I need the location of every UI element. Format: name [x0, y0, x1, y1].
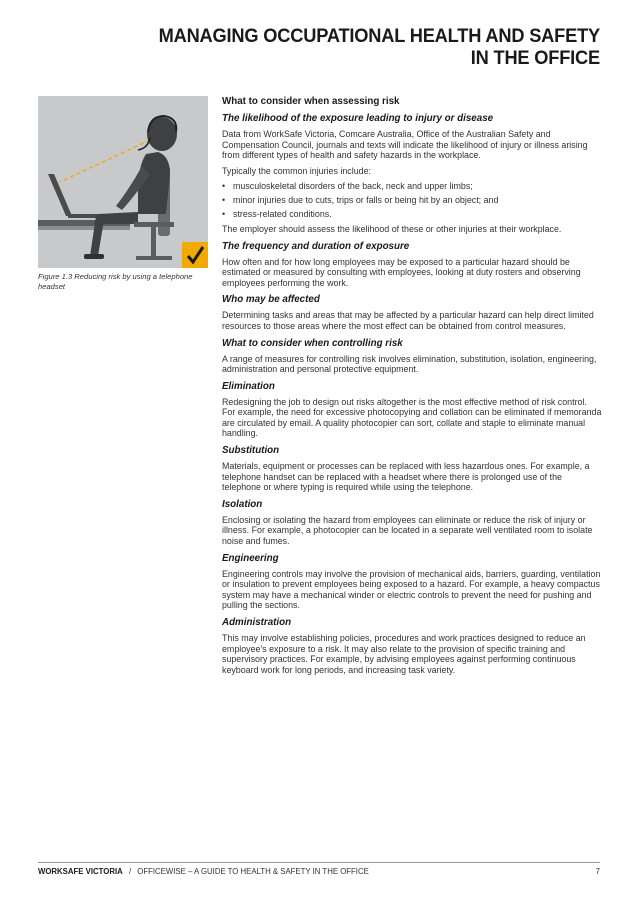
section-frequency: [222, 241, 602, 289]
subheading-engineering: Engineering: [222, 552, 279, 564]
section-controlling: [222, 338, 602, 375]
section-heading-assessing-risk: What to consider when assessing risk: [222, 96, 400, 107]
section-affected: [222, 294, 602, 331]
list-item: • minor injuries due to cuts, trips or falls or being hit by an object; and: [222, 195, 602, 206]
footer-divider: [38, 862, 600, 863]
subheading-administration: Administration: [222, 617, 292, 628]
section-isolation: [222, 499, 602, 547]
subheading-isolation: Isolation: [222, 498, 263, 510]
section-elimination: [222, 381, 602, 439]
page-footer: [38, 867, 600, 877]
page-title-line-1: MANAGING OCCUPATIONAL HEALTH AND SAFETY: [158, 26, 600, 47]
paragraph: This may involve establishing policies, procedures and work practices designed to reduce an employee's exposure to a risk. It may also relate to the provision of specific training and supervisory practices. For example, by advising employees against performing continuous keyboard work for long periods, and increasing task variety.: [222, 633, 586, 675]
paragraph: Materials, equipment or processes can be replaced with less hazardous ones. For example, a telephone handset can be replaced with a headset where there is prolonged use of the telephone or where typing is required while using the telephone.: [222, 461, 590, 493]
paragraph: Redesigning the job to design out risks altogether is the most effective method of risk control. For example, the need for excessive photocopying and collation can be eliminated if memoranda are circulated by email. A quality photocopier can sort, collate and staple to eliminate manual handling.: [222, 396, 602, 439]
paragraph: Determining tasks and areas that may be affected by a particular hazard can help direct limited resources to those areas where the most effect can be obtained from control measures.: [222, 310, 594, 331]
list-item: • stress-related conditions.: [222, 209, 602, 220]
footer-separator: /: [128, 867, 132, 876]
section-substitution: [222, 445, 602, 493]
page-title: [101, 26, 600, 70]
paragraph: Data from WorkSafe Victoria, Comcare Australia, Office of the Australian Safety and Compensation Council, journals and texts will indicate the likelihood of injury or illness arising from different types of health and safety hazards in the workplace.: [222, 129, 588, 161]
paragraph: Engineering controls may involve the provision of mechanical aids, barriers, guarding, ventilation or insulation to prevent employees being exposed to a hazard. For example, a heavy compactus system may have a mechanical winder or electric controls to prevent the need for pushing and pulling the sections.: [222, 568, 601, 611]
injury-list: [222, 181, 602, 220]
subheading-likelihood: The likelihood of the exposure leading to injury or disease: [222, 113, 494, 124]
section-likelihood: [222, 113, 602, 235]
paragraph: The employer should assess the likelihood of these or other injuries at their workplace.: [222, 223, 562, 234]
figure-headset-illustration: [38, 96, 208, 268]
paragraph: Typically the common injuries include:: [222, 165, 371, 176]
paragraph: Enclosing or isolating the hazard from employees can eliminate or reduce the risk of injury or illness. For example, a photocopier can be located in a separate well ventilated room to isolate noise and fumes.: [222, 514, 593, 547]
subheading-elimination: Elimination: [222, 380, 275, 392]
subheading-frequency: The frequency and duration of exposure: [222, 240, 410, 252]
main-content: [222, 96, 602, 681]
page-number: 7: [595, 867, 600, 876]
paragraph: A range of measures for controlling risk involves elimination, substitution, isolation, engineering, administration and personal protective equipment.: [222, 353, 597, 375]
paragraph: How often and for how long employees may be exposed to a particular hazard should be estimated or measured by consulting with employees, looking at duty rosters and observing employees performing the work.: [222, 256, 581, 288]
check-mark-icon: [182, 242, 208, 268]
subheading-controlling: What to consider when controlling risk: [222, 337, 403, 349]
section-engineering: [222, 553, 602, 611]
page-title-line-2: IN THE OFFICE: [470, 48, 600, 69]
subheading-substitution: Substitution: [222, 445, 280, 457]
list-item: • musculoskeletal disorders of the back, neck and upper limbs;: [222, 181, 602, 192]
footer-org: WORKSAFE VICTORIA: [38, 867, 123, 876]
footer-doc-title: OFFICEWISE – A GUIDE TO HEALTH & SAFETY IN THE OFFICE: [137, 867, 369, 876]
subheading-affected: Who may be affected: [222, 294, 320, 306]
section-administration: [222, 617, 602, 675]
figure-caption: Figure 1.3 Reducing risk by using a telephone headset: [38, 272, 193, 291]
